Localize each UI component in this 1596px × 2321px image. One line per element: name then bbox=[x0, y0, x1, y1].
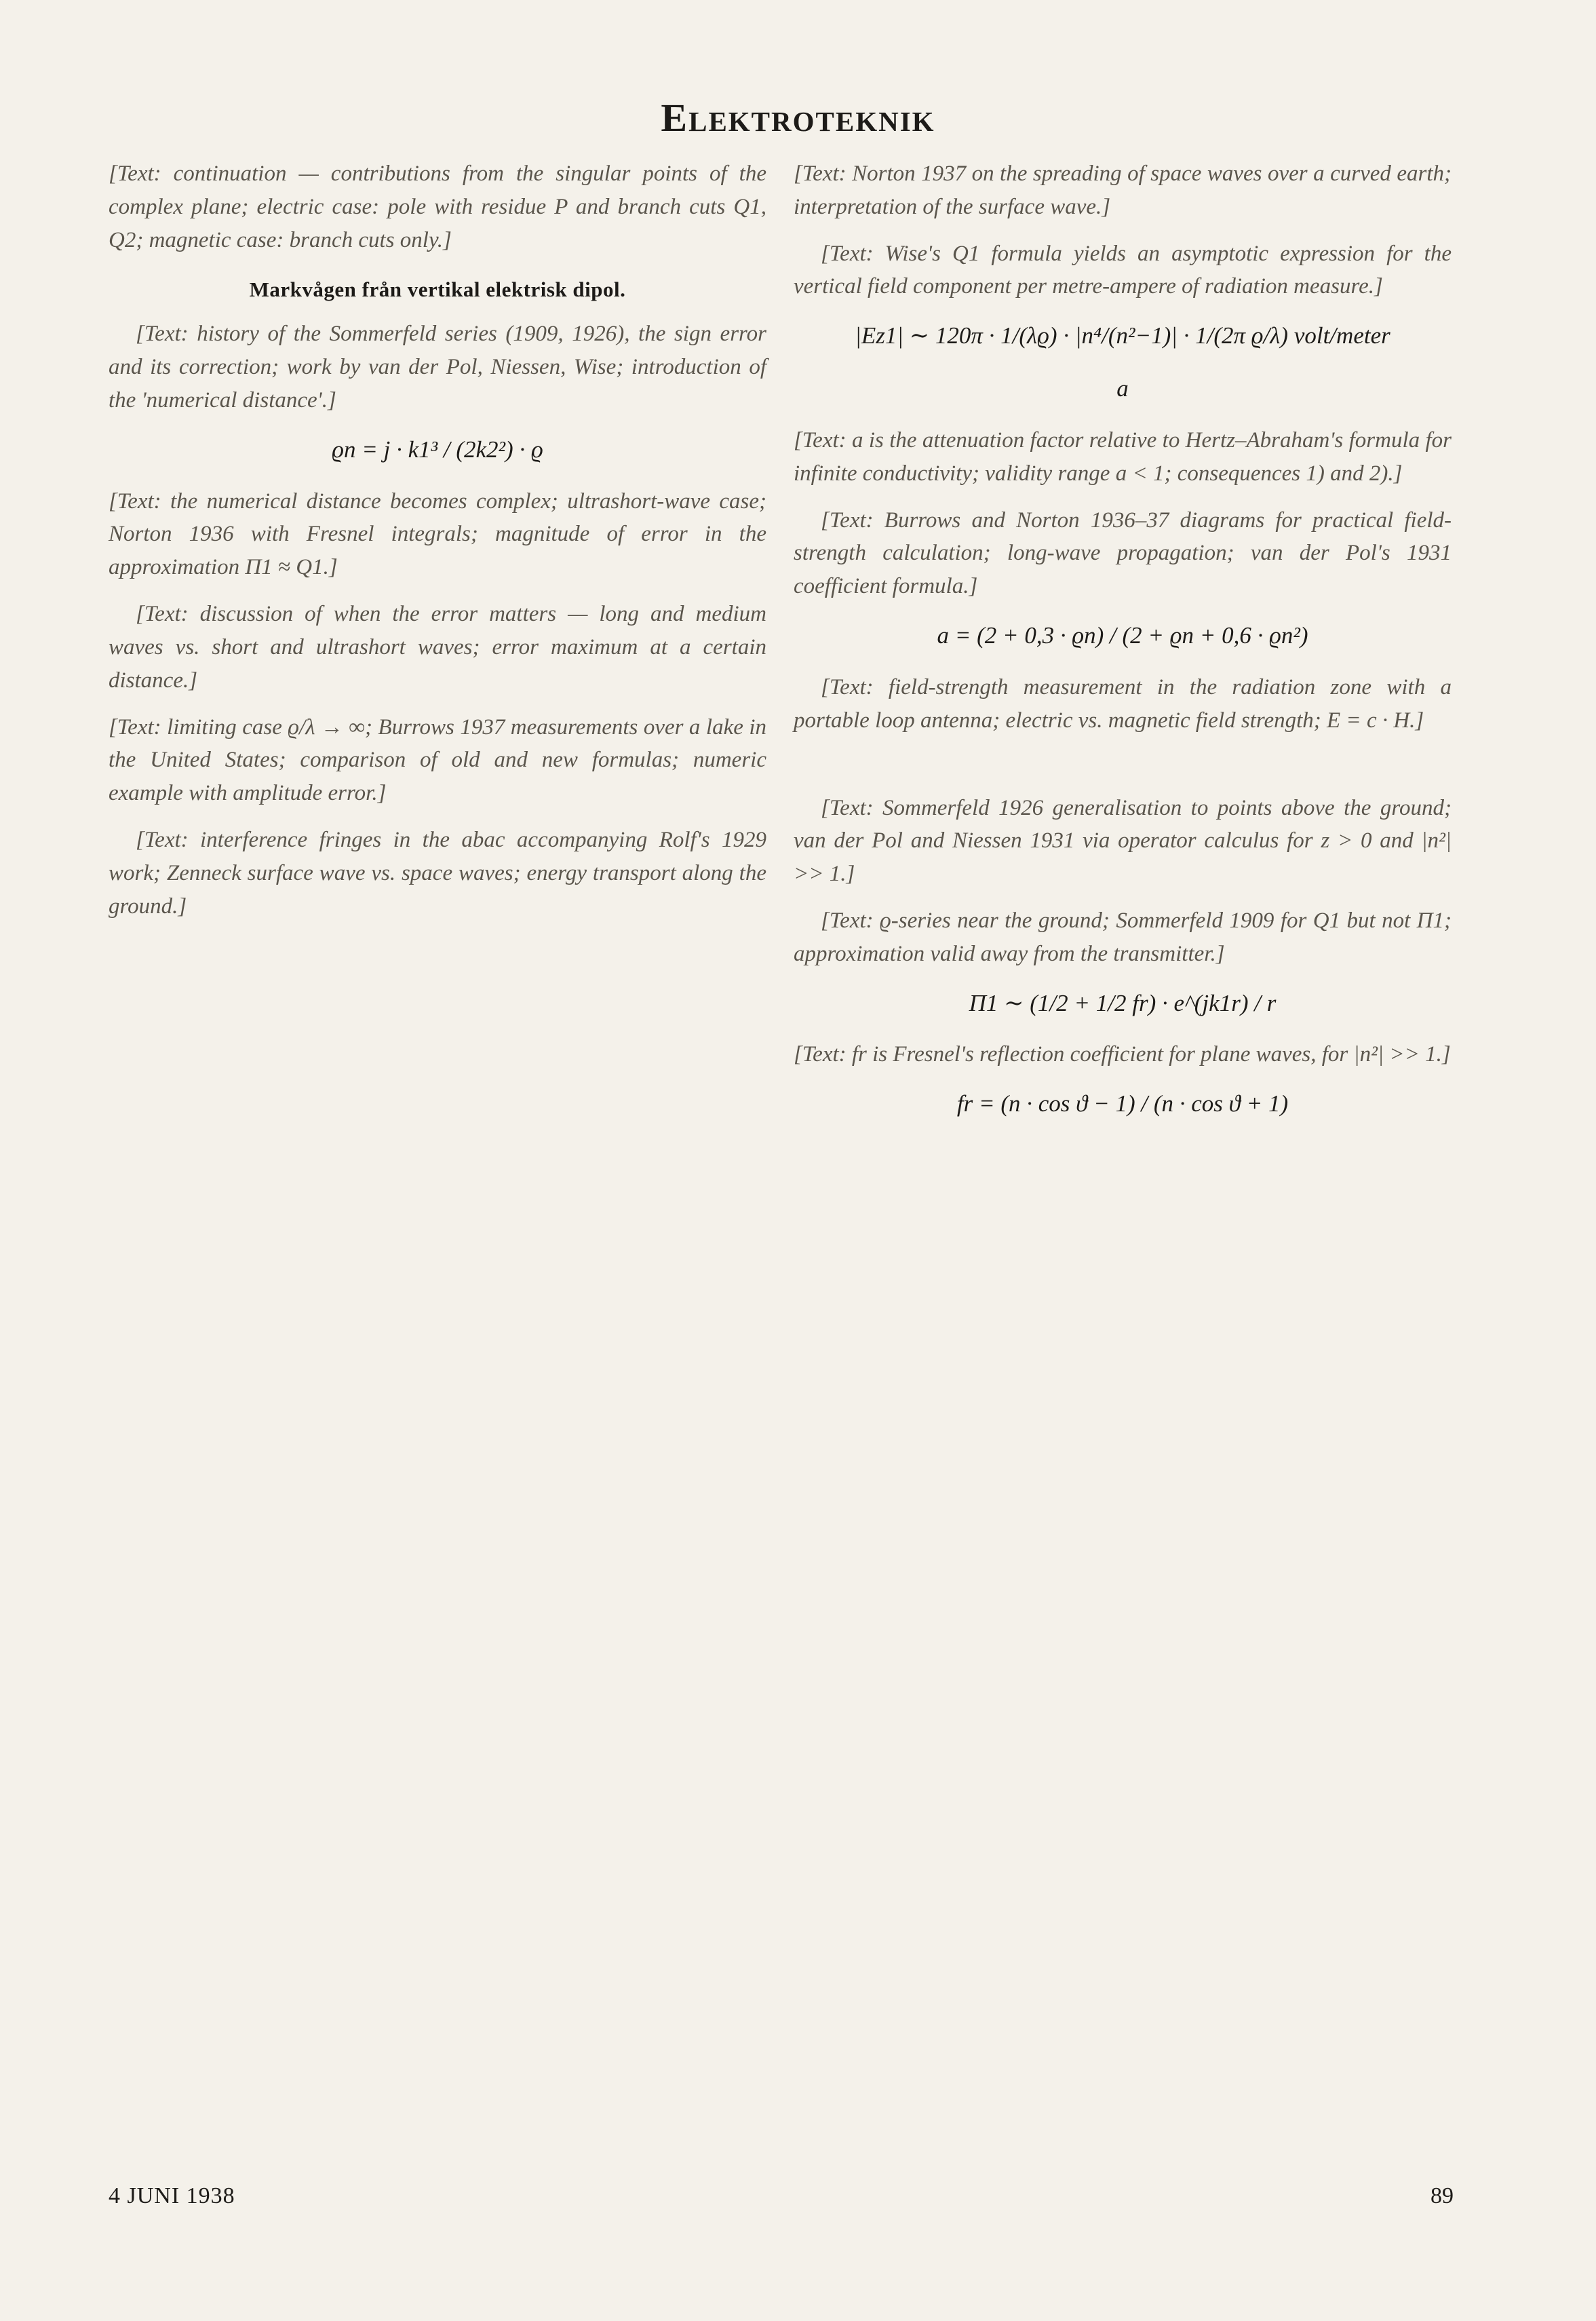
paragraph-left-6: [Text: interference fringes in the abac accompanying Rolf's 1929 work; Zenneck surface wave vs. space waves; energy transport along the ground.] bbox=[109, 828, 766, 919]
paragraph-left-5: [Text: limiting case ϱ/λ → ∞; Burrows 1937 measurements over a lake in the United States; comparison of old and new formulas; numeric example with amplitude error.] bbox=[109, 714, 766, 806]
paragraph-right-4: [Text: Burrows and Norton 1936–37 diagrams for practical field-strength calculation; long-wave propagation; van der Pol's 1931 coefficient formula.] bbox=[794, 507, 1452, 599]
paragraph-right-1: [Text: Norton 1937 on the spreading of space waves over a curved earth; interpretation of the surface wave.] bbox=[794, 161, 1452, 219]
journal-header: Elektroteknik bbox=[661, 96, 935, 140]
formula-pi1: Π1 ∼ (1/2 + 1/2 fr) · e^(jk1r) / r bbox=[969, 989, 1277, 1016]
paragraph-right-5: [Text: field-strength measurement in the radiation zone with a portable loop antenna; electric vs. magnetic field strength; E = c · H.] bbox=[794, 674, 1452, 733]
formula-field-label: a bbox=[1116, 375, 1129, 402]
paragraph-right-7: [Text: ϱ-series near the ground; Sommerfeld 1909 for Q1 but not Π1; approximation valid away from the transmitter.] bbox=[794, 908, 1452, 966]
paragraph-right-2: [Text: Wise's Q1 formula yields an asymptotic expression for the vertical field component per metre-ampere of radiation measure.] bbox=[794, 241, 1452, 299]
formula-attenuation: a = (2 + 0,3 · ϱn) / (2 + ϱn + 0,6 · ϱn²) bbox=[937, 622, 1308, 649]
paragraph-right-8: [Text: fr is Fresnel's reflection coefficient for plane waves, for |n²| >> 1.] bbox=[794, 1042, 1451, 1067]
page-number: 89 bbox=[1430, 2183, 1454, 2208]
paragraph-left-2: [Text: history of the Sommerfeld series (1909, 1926), the sign error and its correction; work by van der Pol, Niessen, Wise; introduction of the 'numerical distance'.] bbox=[109, 322, 766, 413]
formula-field-strength: |Ez1| ∼ 120π · 1/(λϱ) · |n⁴/(n²−1)| · 1/(2π ϱ/λ) volt/meter bbox=[855, 322, 1390, 349]
formula-fresnel: fr = (n · cos ϑ − 1) / (n · cos ϑ + 1) bbox=[956, 1090, 1289, 1117]
formula-numerical-distance: ϱn = j · k1³ / (2k2²) · ϱ bbox=[332, 436, 543, 463]
left-column bbox=[109, 157, 766, 937]
paragraph-right-6: [Text: Sommerfeld 1926 generalisation to points above the ground; van der Pol and Niessen 1931 via operator calculus for z > 0 and |n²| >> 1.] bbox=[794, 795, 1452, 887]
right-column bbox=[794, 157, 1452, 1139]
paragraph-left-4: [Text: discussion of when the error matters — long and medium waves vs. short and ultrashort waves; error maximum at a certain distance.] bbox=[109, 602, 766, 693]
section-gap bbox=[794, 751, 1452, 792]
section-subheading: Markvågen från vertikal elektrisk dipol. bbox=[249, 277, 626, 302]
issue-date: 4 JUNI 1938 bbox=[109, 2183, 235, 2208]
paragraph-right-3: [Text: a is the attenuation factor relative to Hertz–Abraham's formula for infinite conductivity; validity range a < 1; consequences 1) and 2).] bbox=[794, 427, 1452, 486]
paragraph-left-1: [Text: continuation — contributions from the singular points of the complex plane; electric case: pole with residue P and branch cuts Q1, Q2; magnetic case: branch cuts only.] bbox=[109, 161, 766, 252]
paragraph-left-3: [Text: the numerical distance becomes complex; ultrashort-wave case; Norton 1936 with Fresnel integrals; magnitude of error in the approximation Π1 ≈ Q1.] bbox=[109, 488, 766, 580]
